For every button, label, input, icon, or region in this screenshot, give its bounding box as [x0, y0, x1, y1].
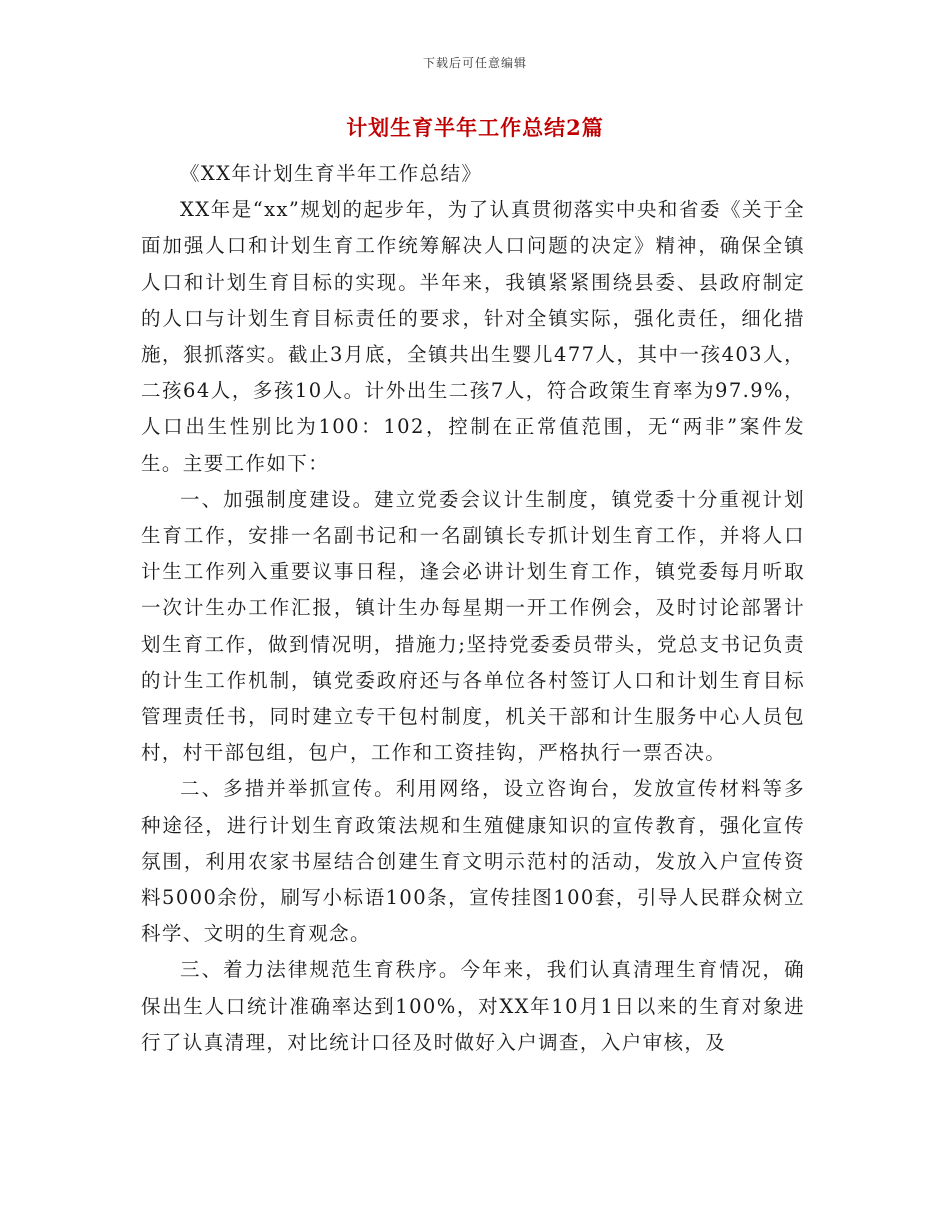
document-body — [141, 156, 805, 1061]
paragraph-intro: XX年是“xx”规划的起步年，为了认真贯彻落实中央和省委《关于全面加强人口和计划生育工作统筹解决人口问题的决定》精神，确保全镇人口和计划生育目标的实现。半年来，我镇紧紧围绕县委、县政府制定的人口与计划生育目标责任的要求，针对全镇实际，强化责任，细化措施，狠抓落实。截止3月底，全镇共出生婴儿477人，其中一孩403人，二孩64人，多孩10人。计外出生二孩7人，符合政策生育率为97.9%，人口出生性别比为100：102，控制在正常值范围，无“两非”案件发生。主要工作如下： — [141, 198, 805, 475]
document-title: 计划生育半年工作总结2篇 — [346, 115, 604, 140]
paragraph-section-3: 三、着力法律规范生育秩序。今年来，我们认真清理生育情况，确保出生人口统计准确率达到100%，对XX年10月1日以来的生育对象进行了认真清理，对比统计口径及时做好入户调查，入户审核，及 — [141, 958, 805, 1054]
header-note: 下载后可任意编辑 — [422, 56, 527, 70]
document-subtitle: 《XX年计划生育半年工作总结》 — [180, 162, 483, 185]
paragraph-section-2: 二、多措并举抓宣传。利用网络，设立咨询台，发放宣传材料等多种途径，进行计划生育政策法规和生殖健康知识的宣传教育，强化宣传氛围，利用农家书屋结合创建生育文明示范村的活动，发放入户宣传资料5000余份，刷写小标语100条，宣传挂图100套，引导人民群众树立科学、文明的生育观念。 — [141, 777, 805, 946]
paragraph-section-1: 一、加强制度建设。建立党委会议计生制度，镇党委十分重视计划生育工作，安排一名副书记和一名副镇长专抓计划生育工作，并将人口计生工作列入重要议事日程，逢会必讲计划生育工作，镇党委每月听取一次计生办工作汇报，镇计生办每星期一开工作例会，及时讨论部署计划生育工作，做到情况明，措施力;坚持党委委员带头，党总支书记负责的计生工作机制，镇党委政府还与各单位各村签订人口和计划生育目标管理责任书，同时建立专干包村制度，机关干部和计生服务中心人员包村，村干部包组，包户，工作和工资挂钩，严格执行一票否决。 — [141, 487, 805, 765]
